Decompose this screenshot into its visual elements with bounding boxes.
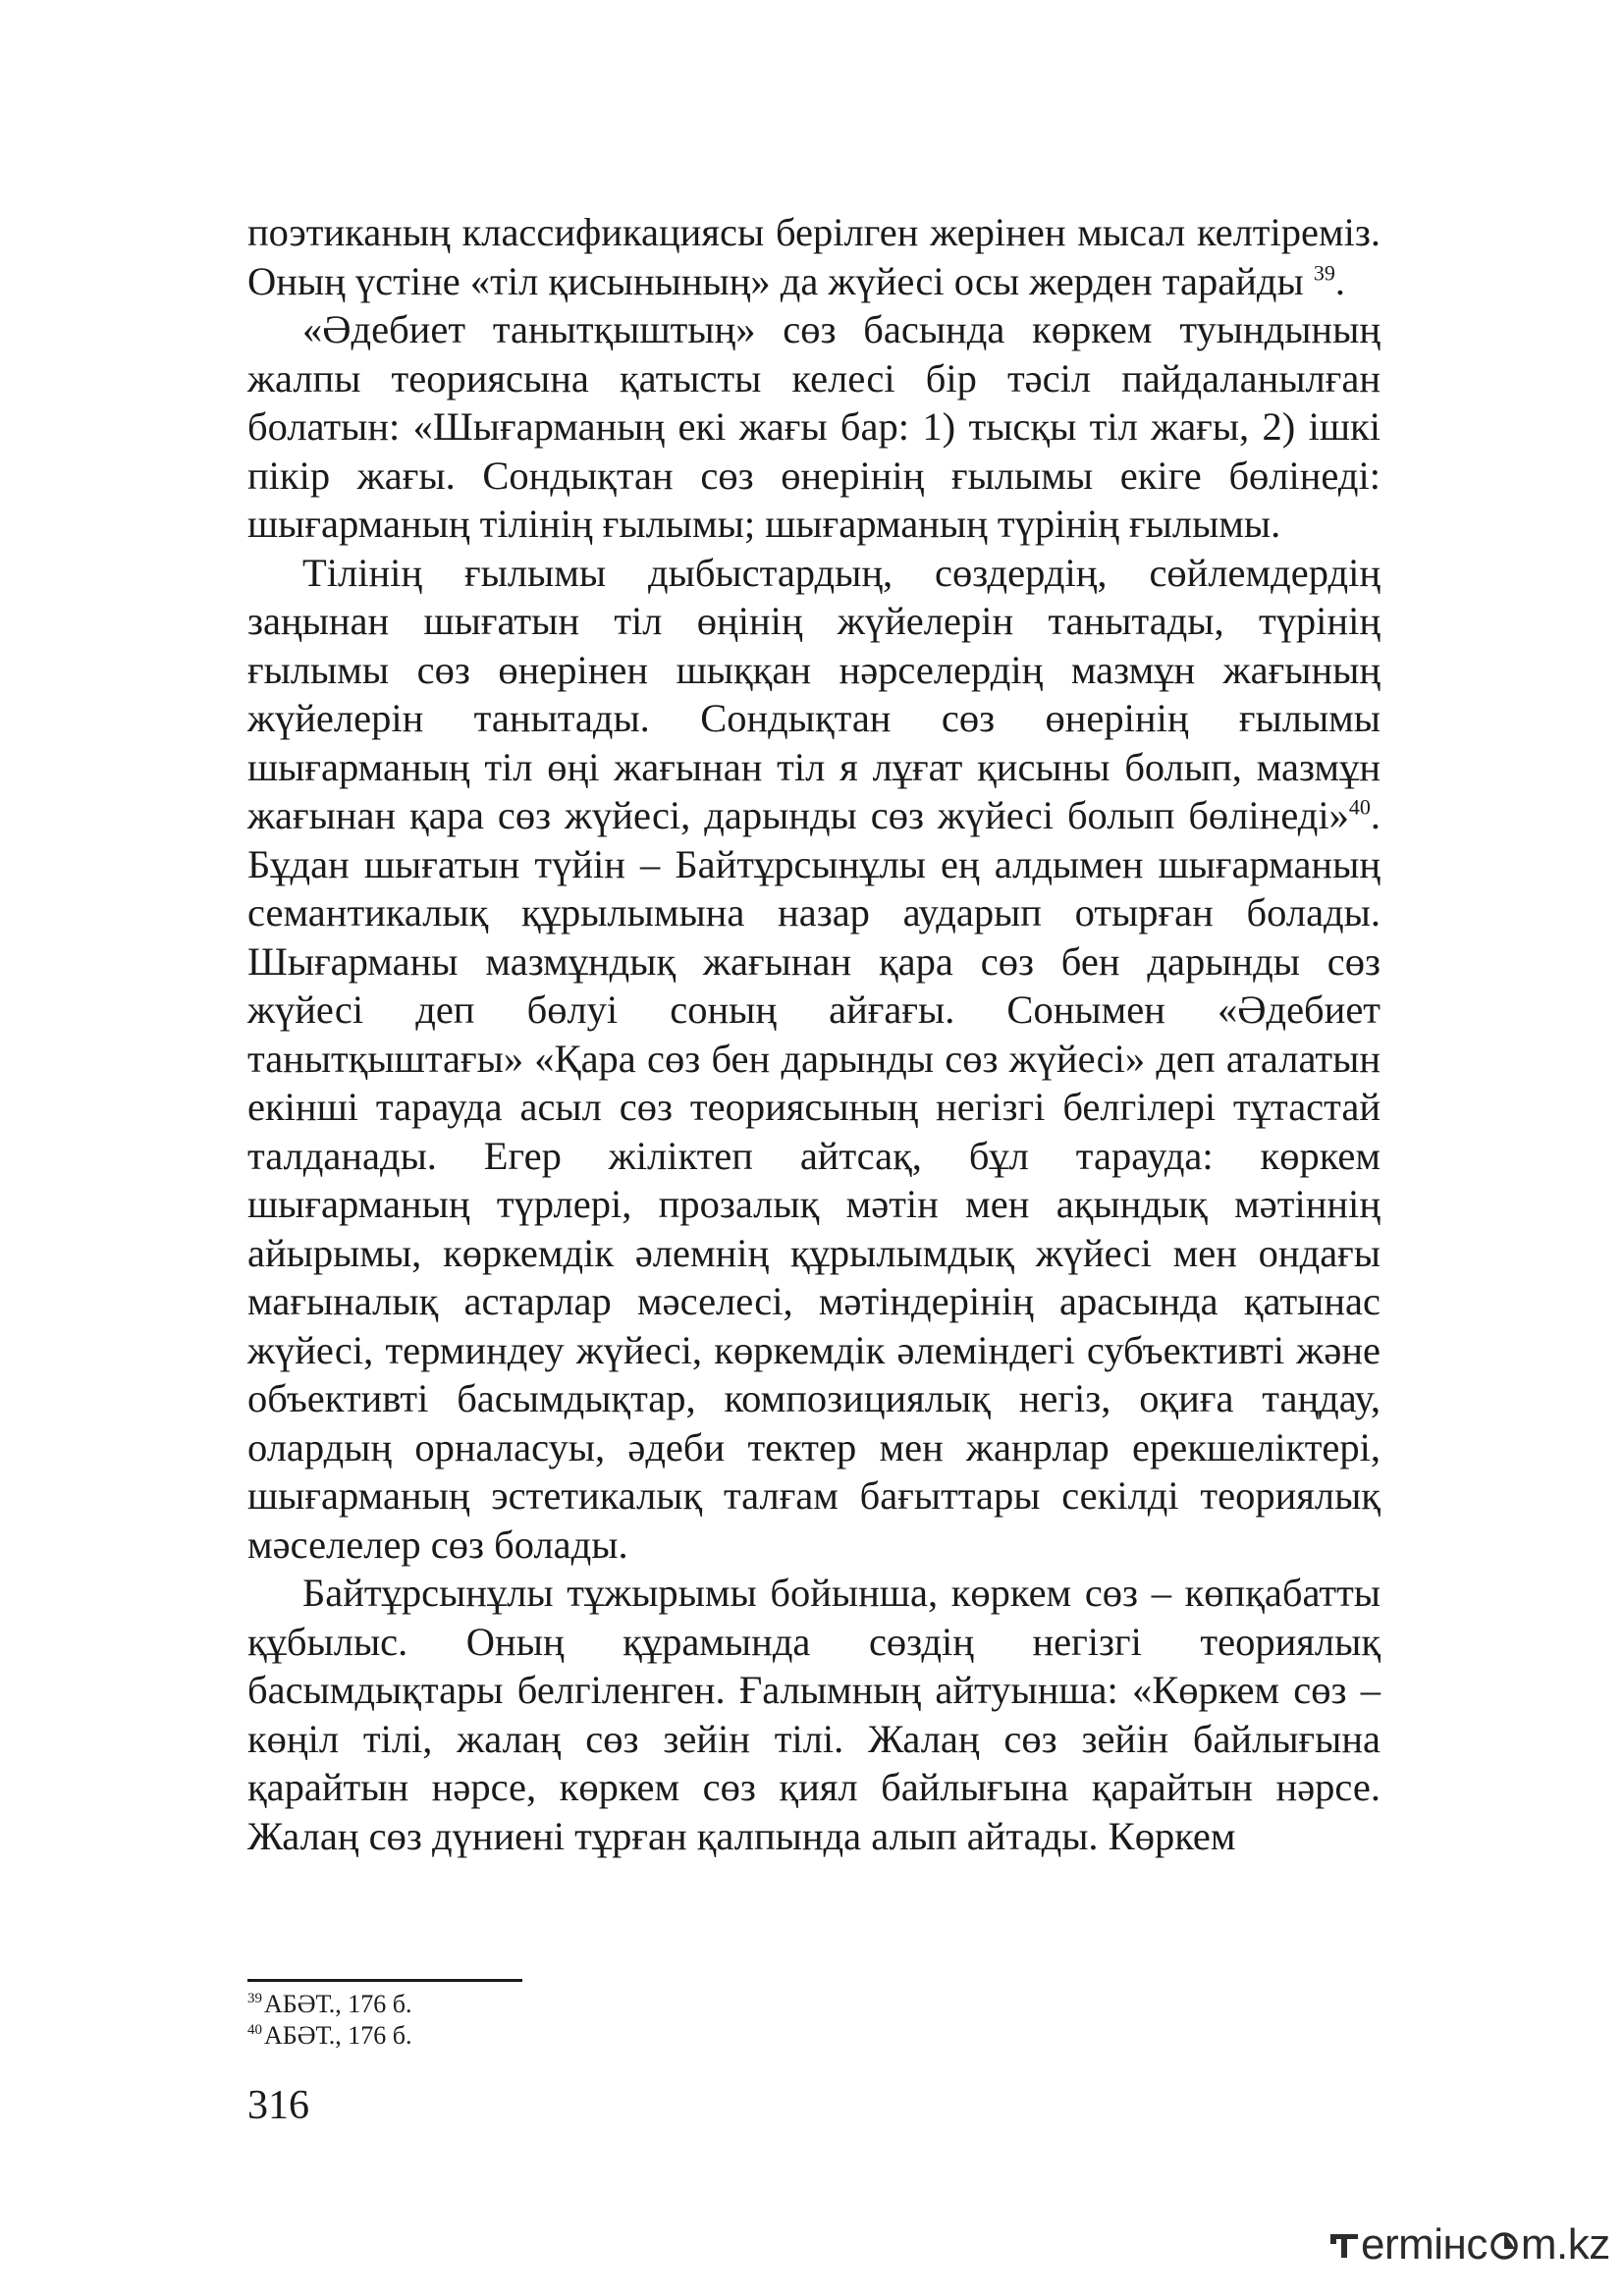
sail-o-icon bbox=[1489, 2229, 1520, 2261]
paragraph-3-text-before: Тілінің ғылымы дыбыстардың, сөздердің, сөйлемдердің заңынан шығатын тіл өңінің жүйелерін танытады, түрінің ғылымы сөз өнерінен шыққан нәрселердің мазмұн жағының жүйелерін танытады. Сондықтан сөз өнерінің ғылымы шығарманың тіл өңі жағынан тіл я лұғат қисыны болып, мазмұн жағынан қара сөз жүйесі, дарынды сөз жүйесі болып бөлінеді» bbox=[247, 550, 1380, 837]
footnote-40 bbox=[247, 2020, 412, 2052]
footnotes bbox=[247, 1989, 412, 2052]
watermark-text-1: ermінс bbox=[1361, 2220, 1488, 2269]
stylized-t-icon bbox=[1328, 2229, 1360, 2261]
watermark-logo[interactable] bbox=[1327, 2220, 1610, 2269]
footnote-ref-40[interactable]: 40 bbox=[1348, 794, 1371, 820]
page-number: 316 bbox=[247, 2083, 309, 2128]
paragraph-3 bbox=[247, 549, 1380, 1570]
paragraph-1-tail: . bbox=[1334, 258, 1345, 303]
paragraph-2: «Әдебиет танытқыштың» сөз басында көркем туындының жалпы теориясына қатысты келесі бір тәсіл пайдаланылған болатын: «Шығарманың екі жағы бар: 1) тысқы тіл жағы, 2) ішкі пікір жағы. Сондықтан сөз өнерінің ғылымы екіге бөлінеді: шығарманың тілінің ғылымы; шығарманың түрінің ғылымы. bbox=[247, 307, 1380, 546]
footnote-39 bbox=[247, 1989, 412, 2020]
footnote-text: АБӘТ., 176 б. bbox=[264, 2021, 412, 2050]
main-text bbox=[247, 208, 1380, 1860]
paragraph-1-text: поэтиканың классификациясы берілген жерінен мысал келтіреміз. Оның үстіне «тіл қисынының» да жүйесі осы жерден тарайды bbox=[247, 210, 1380, 303]
footnote-number: 40 bbox=[247, 2022, 262, 2039]
paragraph-4: Байтұрсынұлы тұжырымы бойынша, көркем сөз – көпқабатты құбылыс. Оның құрамында сөздің негізгі теориялық басымдықтары белгіленген. Ғалымның айтуынша: «Көркем сөз – көңіл тілі, жалаң сөз зейін тілі. Жалаң сөз зейін байлығына қарайтын нәрсе, көркем сөз қиял байлығына қарайтын нәрсе. Жалаң сөз дүниені тұрған қалпында алып айтады. Көркем bbox=[247, 1571, 1380, 1858]
footnote-text: АБӘТ., 176 б. bbox=[264, 1990, 412, 2018]
watermark-text-2: m.kz bbox=[1520, 2220, 1610, 2269]
footnote-divider bbox=[247, 1979, 522, 1982]
paragraph-3-text-after: . Бұдан шығатын түйін – Байтұрсынұлы ең алдымен шығарманың семантикалық құрылымына назар аударып отырған болады. Шығарманы мазмұндық жағынан қара сөз бен дарынды сөз жүйесі деп бөлуі соның айғағы. Сонымен «Әдебиет танытқыштағы» «Қара сөз бен дарынды сөз жүйесі» деп аталатын екінші тарауда асыл сөз теориясының негізгі белгілері тұтастай талданады. Егер жіліктеп айтсақ, бұл тарауда: көркем шығарманың түрлері, прозалық мәтін мен ақындық мәтіннің айырымы, көркемдік әлемнің құрылымдық жүйесі мен ондағы мағыналық астарлар мәселесі, мәтіндерінің арасында қатынас жүйесі, терминдеу жүйесі, көркемдік әлеміндегі субъективті және объективті басымдықтар, композициялық негіз, оқиға таңдау, олардың орналасуы, әдеби тектер мен жанрлар ерекшеліктері, шығарманың эстетикалық талғам бағыттары секілді теориялық мәселелер сөз болады. bbox=[247, 793, 1380, 1567]
footnote-number: 39 bbox=[247, 1991, 262, 2007]
paragraph-1 bbox=[247, 208, 1380, 305]
footnote-ref-39[interactable]: 39 bbox=[1313, 260, 1335, 285]
